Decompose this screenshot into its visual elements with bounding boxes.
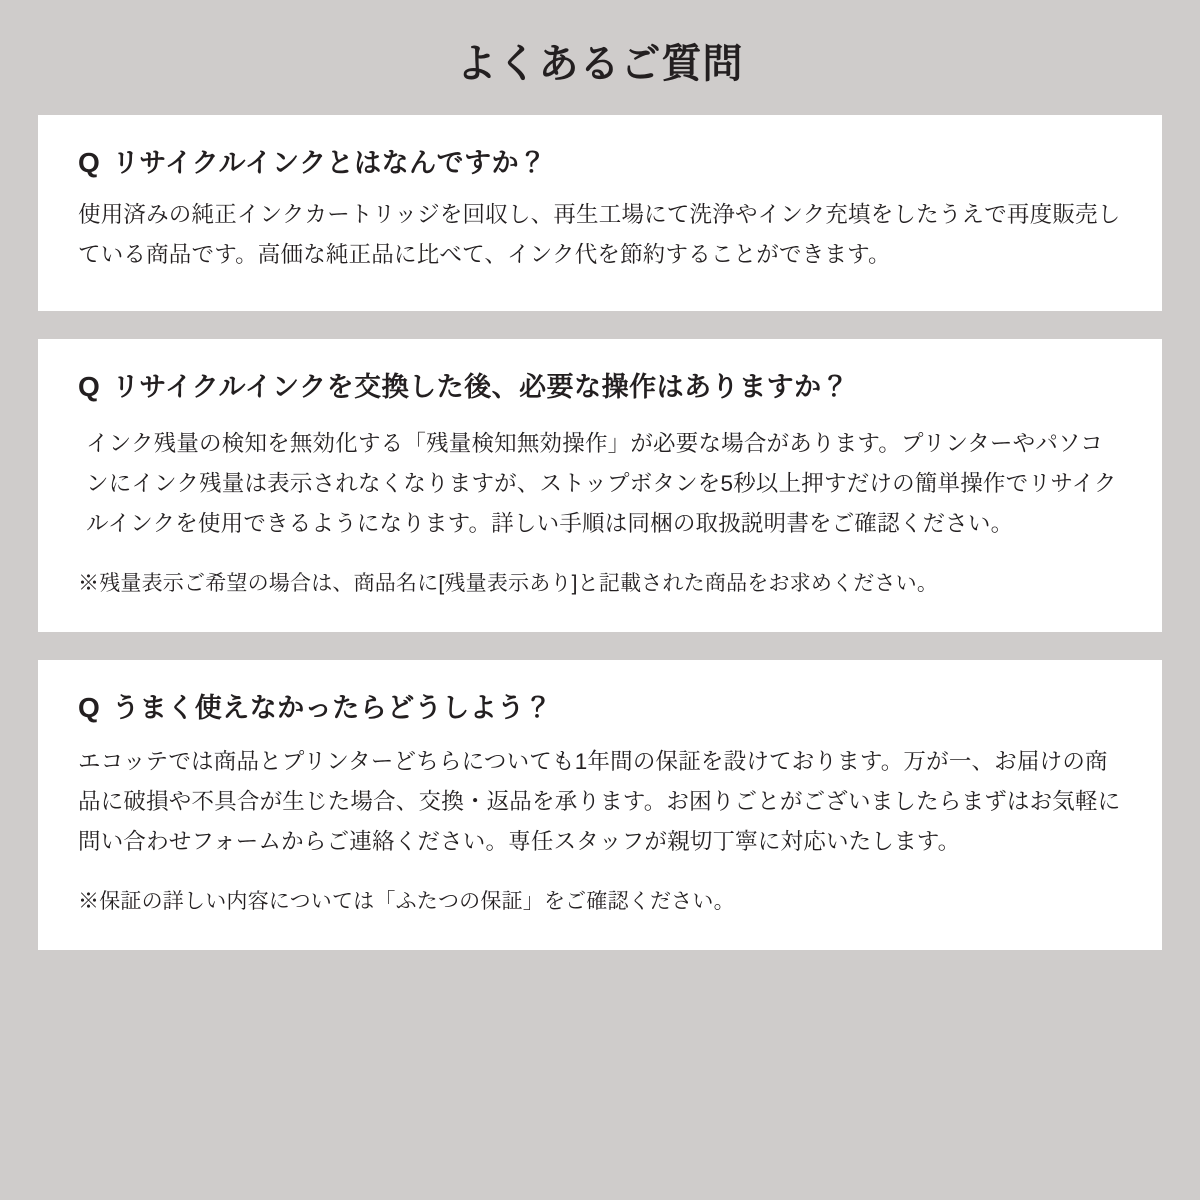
faq-card: [38, 115, 1162, 311]
faq-card: [38, 660, 1162, 950]
question-marker: Q: [78, 147, 101, 178]
faq-question-text: リサイクルインクとはなんですか？: [112, 148, 547, 178]
faq-card: [38, 339, 1162, 631]
faq-answer-note: ※残量表示ご希望の場合は、商品名に[残量表示あり]と記載された商品をお求めください。: [78, 572, 939, 596]
faq-question: [78, 690, 1122, 726]
faq-question-text: うまく使えなかったらどうしよう？: [112, 692, 553, 723]
question-marker: Q: [78, 371, 101, 403]
faq-question-text: リサイクルインクを交換した後、必要な操作はありますか？: [112, 372, 850, 403]
question-marker: Q: [78, 691, 101, 723]
faq-answer-note: ※保証の詳しい内容については「ふたつの保証」をご確認ください。: [78, 890, 735, 914]
faq-answer-text: 使用済みの純正インクカートリッジを回収し、再生工場にて洗浄やインク充填をしたうえで再度販売している商品です。高価な純正品に比べて、インク代を節約することができます。: [78, 202, 1121, 268]
faq-question: [78, 369, 1122, 405]
faq-question: [78, 145, 1122, 181]
faq-answer-text: インク残量の検知を無効化する「残量検知無効操作」が必要な場合があります。プリンターやパソコンにインク残量は表示されなくなりますが、ストップボタンを5秒以上押すだけの簡単操作でリサイクルインクを使用できるようになります。詳しい手順は同梱の取扱説明書をご確認ください。: [86, 430, 1117, 536]
faq-answer-text: エコッテでは商品とプリンターどちらについても1年間の保証を設けております。万が一、お届けの商品に破損や不具合が生じた場合、交換・返品を承ります。お困りごとがございましたらまずはお気軽に問い合わせフォームからご連絡ください。専任スタッフが親切丁寧に対応いたします。: [78, 749, 1121, 855]
page-title: よくあるご質問: [456, 42, 744, 86]
